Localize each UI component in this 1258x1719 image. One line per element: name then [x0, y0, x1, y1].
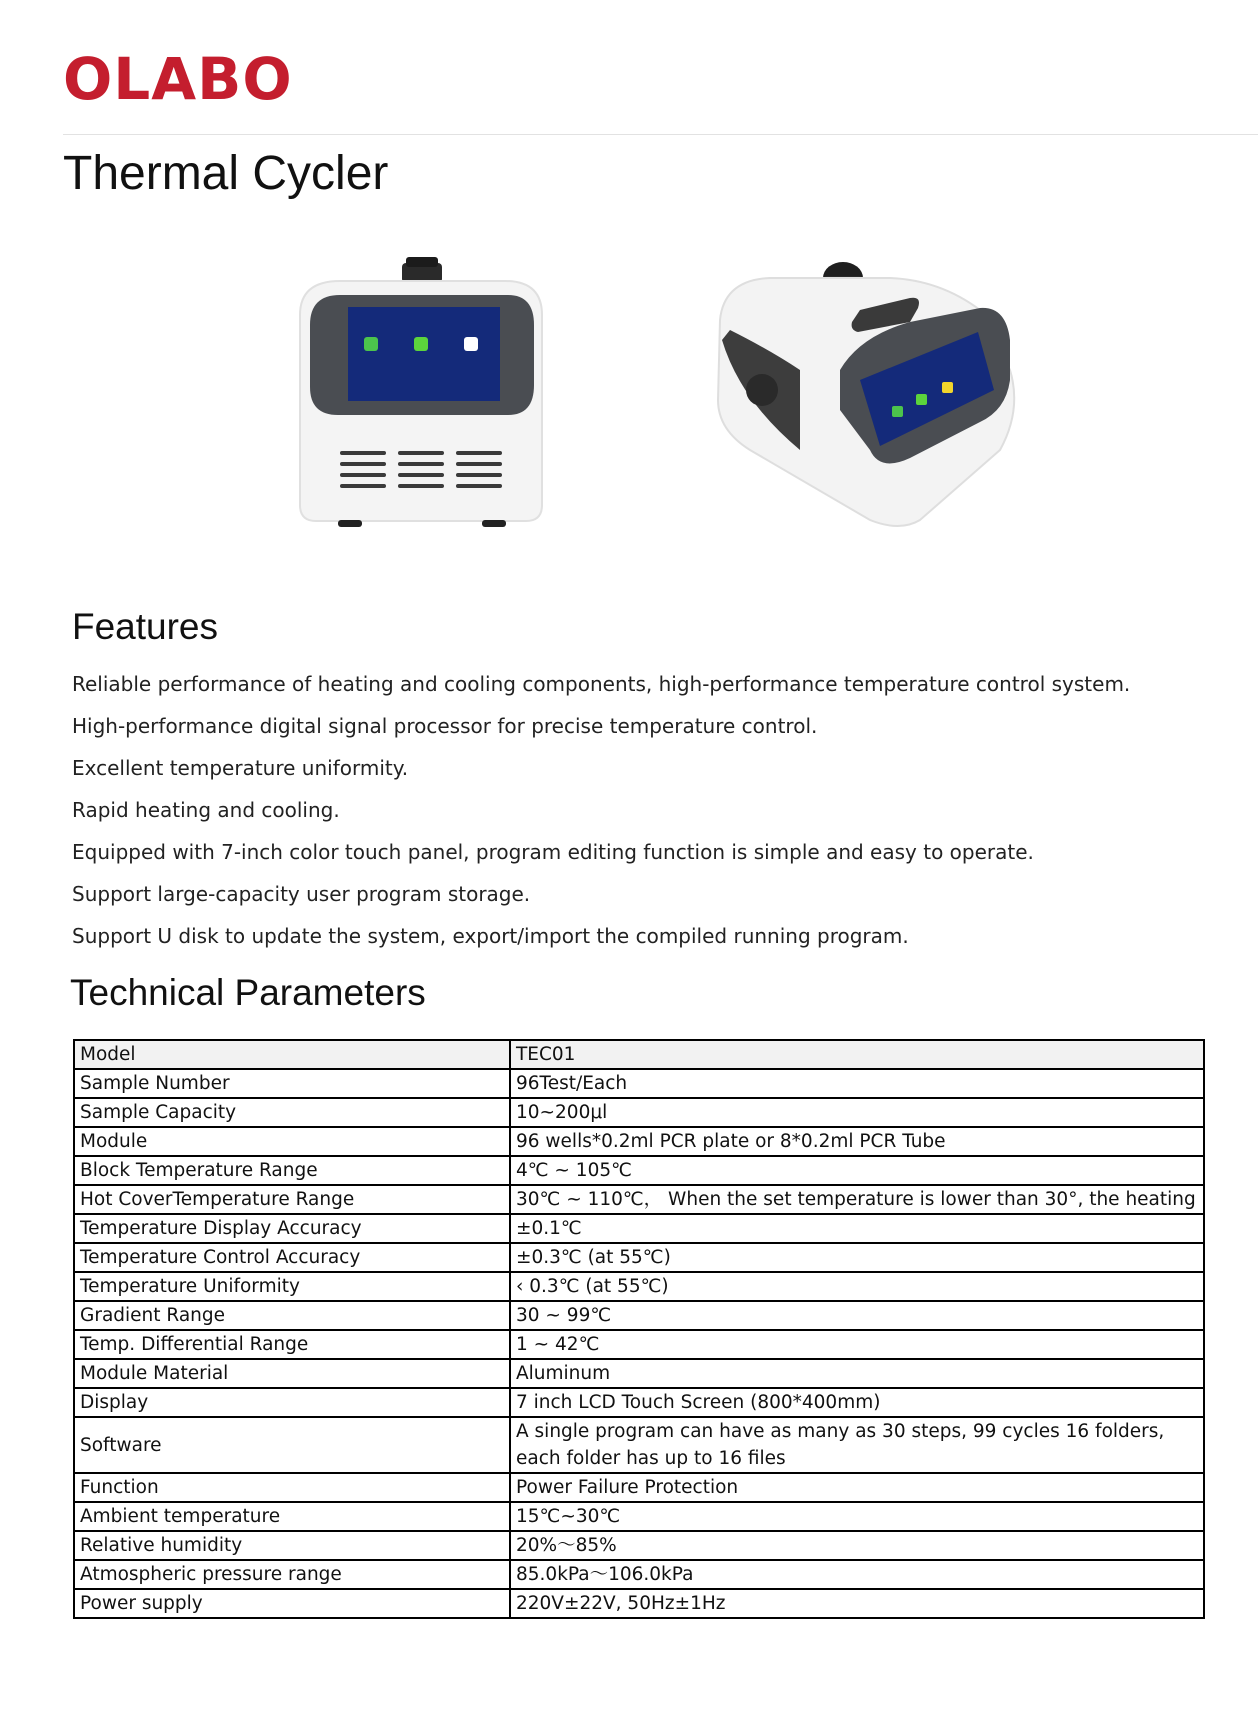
param-label: Temp. Differential Range [74, 1330, 510, 1359]
param-value: 1 ~ 42℃ [510, 1330, 1204, 1359]
table-row [74, 1040, 1204, 1069]
param-label: Ambient temperature [74, 1502, 510, 1531]
param-value: ‹ 0.3℃ (at 55℃) [510, 1272, 1204, 1301]
param-label: Module [74, 1127, 510, 1156]
param-label: Relative humidity [74, 1531, 510, 1560]
param-label: Model [74, 1040, 510, 1069]
param-value: 30℃ ~ 110℃， When the set temperature is lower than 30°, the heating [510, 1185, 1204, 1214]
page-title: Thermal Cycler [63, 147, 389, 200]
feature-item: Support U disk to update the system, export/import the compiled running program. [72, 924, 909, 948]
param-label: Display [74, 1388, 510, 1417]
param-value: Power Failure Protection [510, 1473, 1204, 1502]
table-row [74, 1127, 1204, 1156]
table-row [74, 1185, 1204, 1214]
feature-item: High-performance digital signal processor for precise temperature control. [72, 714, 818, 738]
param-label: Gradient Range [74, 1301, 510, 1330]
param-label: Temperature Display Accuracy [74, 1214, 510, 1243]
table-row [74, 1473, 1204, 1502]
param-value: Aluminum [510, 1359, 1204, 1388]
param-value: 85.0kPa～106.0kPa [510, 1560, 1204, 1589]
product-image-angled [710, 250, 1030, 535]
table-row [74, 1589, 1204, 1618]
feature-item: Excellent temperature uniformity. [72, 756, 409, 780]
param-value: 20%～85% [510, 1531, 1204, 1560]
table-row [74, 1417, 1204, 1473]
param-value: 220V±22V, 50Hz±1Hz [510, 1589, 1204, 1618]
param-label: Temperature Uniformity [74, 1272, 510, 1301]
param-value: TEC01 [510, 1040, 1204, 1069]
table-row [74, 1359, 1204, 1388]
table-row [74, 1388, 1204, 1417]
technical-parameters-table [73, 1039, 1205, 1619]
table-row [74, 1560, 1204, 1589]
table-row [74, 1098, 1204, 1127]
param-value: 15℃~30℃ [510, 1502, 1204, 1531]
param-label: Block Temperature Range [74, 1156, 510, 1185]
feature-item: Equipped with 7-inch color touch panel, program editing function is simple and easy to operate. [72, 840, 1034, 864]
param-label: Sample Capacity [74, 1098, 510, 1127]
param-value: 7 inch LCD Touch Screen (800*400mm) [510, 1388, 1204, 1417]
table-row [74, 1272, 1204, 1301]
feature-item: Support large-capacity user program storage. [72, 882, 531, 906]
table-row [74, 1502, 1204, 1531]
param-value: 96 wells*0.2ml PCR plate or 8*0.2ml PCR Tube [510, 1127, 1204, 1156]
param-label: Atmospheric pressure range [74, 1560, 510, 1589]
table-row [74, 1069, 1204, 1098]
table-row [74, 1243, 1204, 1272]
product-image-front [280, 255, 560, 530]
param-label: Sample Number [74, 1069, 510, 1098]
table-row [74, 1156, 1204, 1185]
param-value: A single program can have as many as 30 steps, 99 cycles 16 folders, each folder has up to 16 files [510, 1417, 1204, 1473]
feature-item: Rapid heating and cooling. [72, 798, 340, 822]
param-label: Function [74, 1473, 510, 1502]
param-value: 30 ~ 99℃ [510, 1301, 1204, 1330]
param-label: Power supply [74, 1589, 510, 1618]
param-value: 96Test/Each [510, 1069, 1204, 1098]
table-row [74, 1301, 1204, 1330]
feature-item: Reliable performance of heating and cooling components, high-performance temperature control system. [72, 672, 1131, 696]
param-value: ±0.1℃ [510, 1214, 1204, 1243]
features-heading: Features [72, 606, 219, 647]
header-divider [63, 134, 1258, 135]
technical-parameters-heading: Technical Parameters [70, 972, 426, 1013]
param-label: Hot CoverTemperature Range [74, 1185, 510, 1214]
param-value: 10~200μl [510, 1098, 1204, 1127]
table-row [74, 1214, 1204, 1243]
param-label: Temperature Control Accuracy [74, 1243, 510, 1272]
features-list [72, 670, 1222, 964]
param-value: 4℃ ~ 105℃ [510, 1156, 1204, 1185]
param-value: ±0.3℃ (at 55℃) [510, 1243, 1204, 1272]
param-label: Module Material [74, 1359, 510, 1388]
table-row [74, 1531, 1204, 1560]
table-row [74, 1330, 1204, 1359]
olabo-logo: OLABO [63, 45, 293, 113]
param-label: Software [74, 1417, 510, 1473]
